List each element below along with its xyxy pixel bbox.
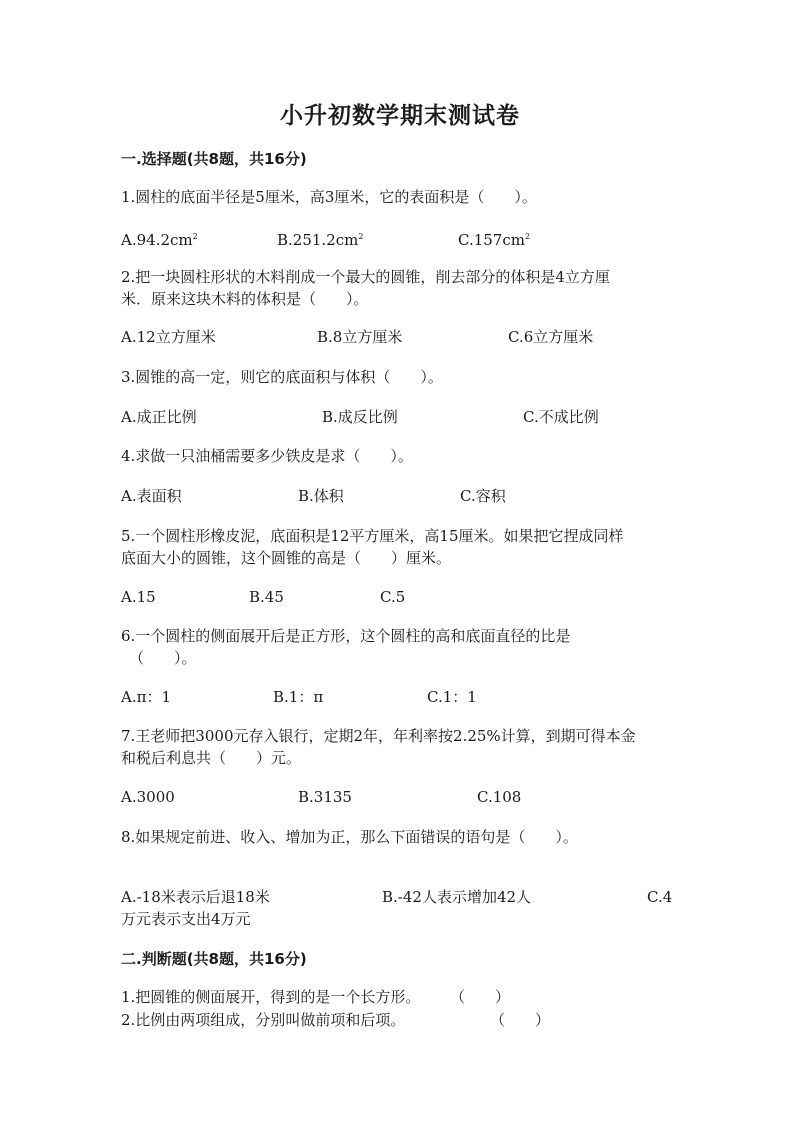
- question-5-options: [121, 586, 681, 608]
- judge-item-2: [121, 1009, 405, 1031]
- question-6-line-2: （ ）。: [129, 649, 197, 667]
- judge-item-1-text: 1.把圆锥的侧面展开，得到的是一个长方形。: [121, 988, 421, 1006]
- option-c: $C.157cm^2$: [458, 231, 531, 249]
- question-6: [121, 625, 681, 669]
- question-7: [121, 725, 681, 769]
- question-4-options: [121, 485, 681, 507]
- option-a: A.12立方厘米: [121, 328, 216, 346]
- option-b: B.3135: [298, 788, 352, 806]
- question-8: 8.如果规定前进、收入、增加为正，那么下面错误的语句是（ ）。: [121, 828, 578, 846]
- option-c: C.4: [647, 888, 673, 906]
- question-3-options: [121, 406, 681, 428]
- section-heading-choice: 一.选择题(共8题，共16分): [121, 150, 307, 168]
- question-7-line-2: 和税后利息共（ ）元。: [121, 749, 302, 767]
- option-b: B.体积: [298, 487, 344, 505]
- option-a: A.表面积: [121, 487, 182, 505]
- option-b: $B.251.2cm^2$: [277, 231, 364, 249]
- option-a: A.-18米表示后退18米: [121, 888, 270, 906]
- question-6-line-1: 6.一个圆柱的侧面展开后是正方形，这个圆柱的高和底面直径的比是: [121, 627, 571, 645]
- question-8-options: [121, 886, 681, 908]
- page-title: 小升初数学期末测试卷: [280, 102, 520, 129]
- option-b: B.1：π: [273, 688, 324, 706]
- judge-item-2-text: 2.比例由两项组成，分别叫做前项和后项。: [121, 1011, 406, 1029]
- question-8-option-c-continuation: 万元表示支出4万元: [121, 910, 251, 928]
- option-b: B.45: [249, 588, 284, 606]
- question-2-options: [121, 326, 681, 348]
- option-a: A.15: [121, 588, 156, 606]
- option-c: C.不成比例: [523, 408, 599, 426]
- question-1-options: [121, 226, 681, 248]
- option-a: A.3000: [121, 788, 175, 806]
- option-b: B.成反比例: [322, 408, 398, 426]
- question-5: [121, 525, 681, 569]
- option-c: C.1：1: [427, 688, 477, 706]
- option-c: C.5: [380, 588, 406, 606]
- option-b: B.8立方厘米: [317, 328, 403, 346]
- option-c: C.108: [477, 788, 522, 806]
- option-a: A.π：1: [121, 688, 172, 706]
- option-a: $A.94.2cm^2$: [121, 231, 198, 249]
- question-5-line-2: 底面大小的圆锥，这个圆锥的高是（ ）厘米。: [121, 549, 452, 567]
- option-a: A.成正比例: [121, 408, 197, 426]
- option-c: C.容积: [460, 487, 506, 505]
- question-3: 3.圆锥的高一定，则它的底面积与体积（ ）。: [121, 368, 443, 386]
- section-heading-judge: 二.判断题(共8题，共16分): [121, 950, 307, 968]
- judge-item-1: [121, 986, 420, 1008]
- question-5-line-1: 5.一个圆柱形橡皮泥，底面积是12平方厘米，高15厘米。如果把它捏成同样: [121, 527, 624, 545]
- question-2: [121, 266, 681, 310]
- question-7-options: [121, 786, 681, 808]
- question-7-line-1: 7.王老师把3000元存入银行，定期2年，年利率按2.25%计算，到期可得本金: [121, 727, 636, 745]
- question-1: 1.圆柱的底面半径是5厘米，高3厘米，它的表面积是（ ）。: [121, 188, 537, 206]
- question-6-options: [121, 686, 681, 708]
- judge-item-2-bracket: （ ）: [490, 1011, 551, 1029]
- judge-item-1-bracket: （ ）: [450, 988, 511, 1006]
- question-4: 4.求做一只油桶需要多少铁皮是求（ ）。: [121, 447, 413, 465]
- question-2-line-2: 米．原来这块木料的体积是（ ）。: [121, 290, 369, 308]
- question-2-line-1: 2.把一块圆柱形状的木料削成一个最大的圆锥，削去部分的体积是4立方厘: [121, 268, 610, 286]
- option-b: B.-42人表示增加42人: [382, 888, 532, 906]
- option-c: C.6立方厘米: [508, 328, 594, 346]
